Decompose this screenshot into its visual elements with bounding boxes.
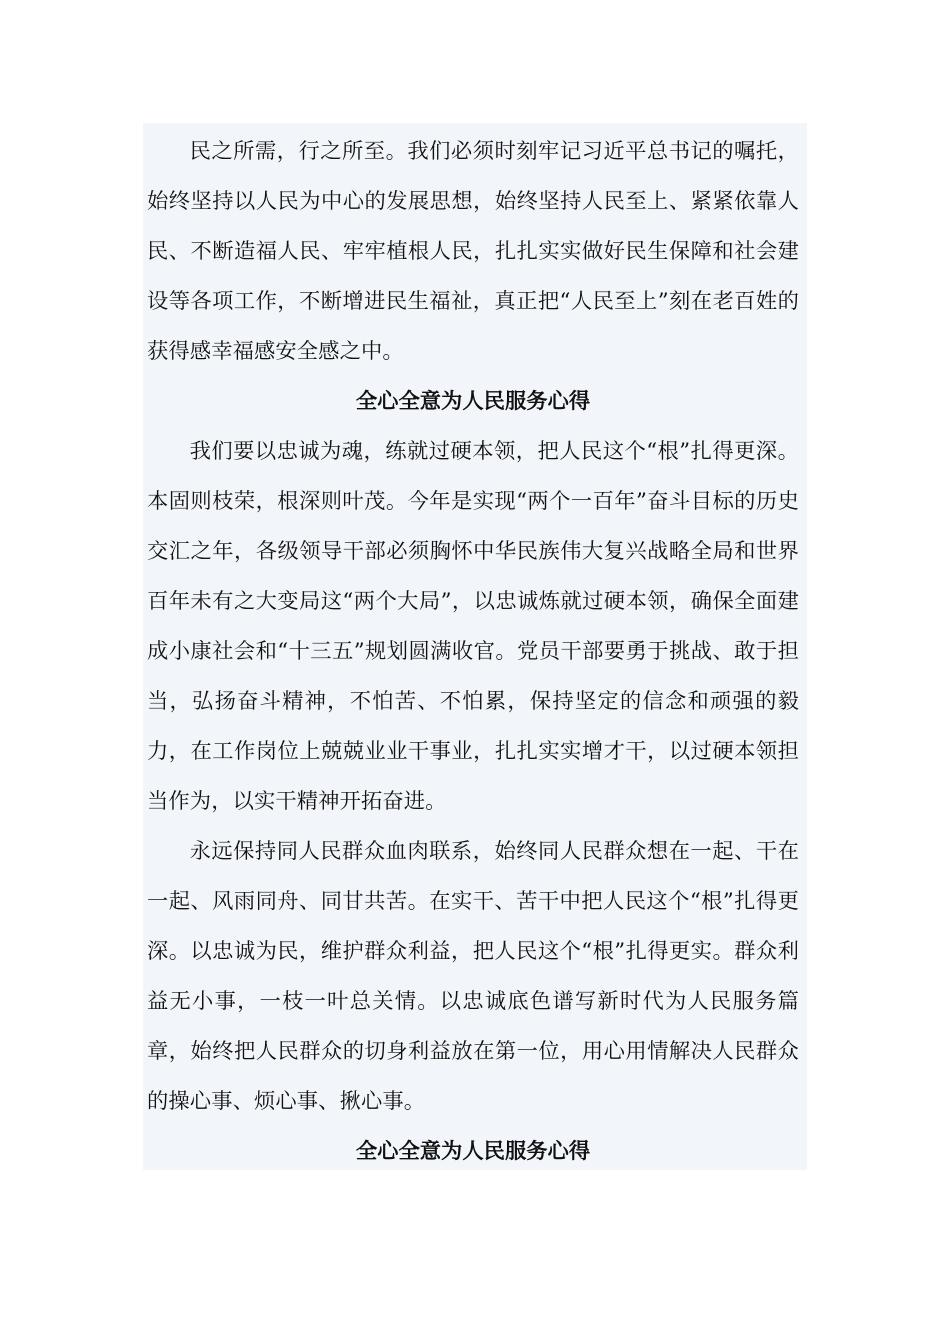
body-paragraph: 我们要以忠诚为魂，练就过硬本领，把人民这个“根”扎得更深。本固则枝荣，根深则叶茂。今年是实现“两个一百年”奋斗目标的历史交汇之年，各级领导干部必须胸怀中华民族伟大复兴战略全局和世界百年未有之大变局这“两个大局”，以忠诚炼就过硬本领，确保全面建成小康社会和“十三五”规划圆满收官。党员干部要勇于挑战、敢于担当，弘扬奋斗精神，不怕苦、不怕累，保持坚定的信念和顽强的毅力，在工作岗位上兢兢业业干事业，扎扎实实增才干，以过硬本领担当作为，以实干精神开拓奋进。 xyxy=(147,439,799,814)
intro-paragraph: 民之所需，行之所至。我们必须时刻牢记习近平总书记的嘱托，始终坚持以人民为中心的发展思想，始终坚持人民至上、紧紧依靠人民、不断造福人民、牢牢植根人民，扎扎实实做好民生保障和社会建设等各项工作，不断增进民生福祉，真正把“人民至上”刻在老百姓的获得感幸福感安全感之中。 xyxy=(147,139,799,364)
section-title: 全心全意为人民服务心得 xyxy=(355,389,591,414)
document-content-area xyxy=(143,123,807,1170)
body-paragraph: 永远保持同人民群众血肉联系，始终同人民群众想在一起、干在一起、风雨同舟、同甘共苦。在实干、苦干中把人民这个“根”扎得更深。以忠诚为民，维护群众利益，把人民这个“根”扎得更实。群众利益无小事，一枝一叶总关情。以忠诚底色谱写新时代为人民服务篇章，始终把人民群众的切身利益放在第一位，用心用情解决人民群众的操心事、烦心事、揪心事。 xyxy=(147,839,799,1114)
section-title: 全心全意为人民服务心得 xyxy=(355,1139,591,1164)
